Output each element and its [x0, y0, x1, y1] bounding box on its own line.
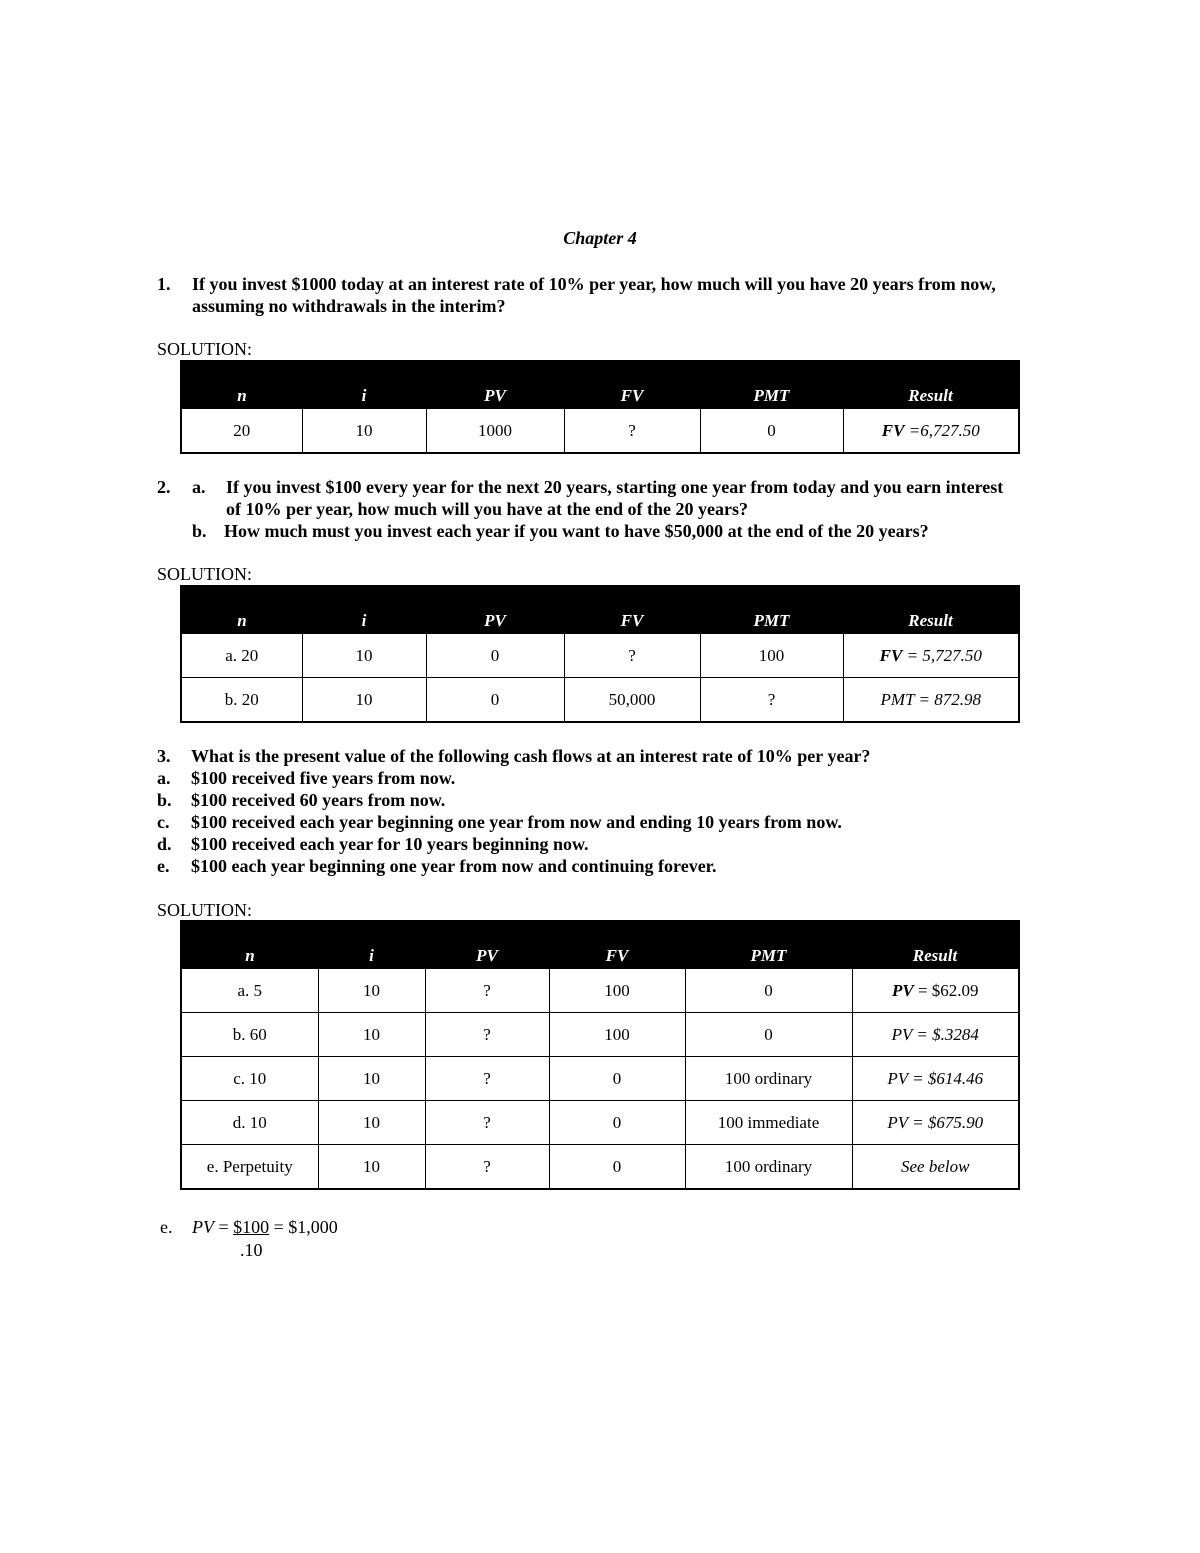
cell-i: 10	[318, 969, 425, 1013]
cell-n: b. 20	[181, 678, 302, 723]
cell-result	[843, 634, 1019, 678]
result-variable: PV	[887, 1112, 908, 1132]
cell-fv: 100	[549, 1013, 685, 1057]
solution-table-1	[180, 360, 1020, 454]
result-value: = $614.46	[907, 1068, 984, 1088]
result-variable: PV	[891, 1024, 913, 1044]
q3-item-label: a.	[157, 768, 171, 788]
q3-item-text: $100 received each year for 10 years beginning now.	[191, 834, 589, 854]
table-row	[181, 1145, 1019, 1190]
q2-a-line2: of 10% per year, how much will you have at the end of the 20 years?	[226, 499, 748, 519]
q1-text	[192, 273, 1092, 317]
cell-fv: 50,000	[564, 678, 700, 723]
cell-pmt: 0	[685, 1013, 852, 1057]
header-i: i	[302, 586, 426, 634]
q3-item-text: $100 received each year beginning one year from now and ending 10 years from now.	[191, 812, 842, 832]
result-value: = $.3284	[912, 1024, 979, 1044]
cell-pmt: 100	[700, 634, 843, 678]
page-title: Chapter 4	[563, 228, 637, 248]
cell-pv: ?	[425, 1145, 549, 1190]
cell-result	[852, 1057, 1019, 1101]
header-fv: FV	[564, 361, 700, 409]
cell-n: a. 5	[181, 969, 318, 1013]
cell-n: 20	[181, 409, 302, 454]
q1-line2: assuming no withdrawals in the interim?	[192, 296, 506, 316]
formula-denominator: .10	[240, 1240, 263, 1260]
cell-pmt: ?	[700, 678, 843, 723]
q3-item-text: $100 each year beginning one year from now and continuing forever.	[191, 856, 717, 876]
header-pv: PV	[425, 921, 549, 969]
formula-result: = $1,000	[269, 1217, 338, 1237]
result-variable: PV	[887, 1068, 908, 1088]
cell-i: 10	[302, 409, 426, 454]
q3-item-label: c.	[157, 812, 170, 832]
cell-n: e. Perpetuity	[181, 1145, 318, 1190]
q2-b-text: How much must you invest each year if you want to have $50,000 at the end of the 20 years?	[224, 521, 929, 541]
header-result: Result	[843, 361, 1019, 409]
header-result: Result	[852, 921, 1019, 969]
perpetuity-formula	[192, 1217, 338, 1238]
cell-pmt: 100 ordinary	[685, 1145, 852, 1190]
q3-item-text: $100 received five years from now.	[191, 768, 456, 788]
q2-a-line1: If you invest $100 every year for the next 20 years, starting one year from today and you earn interest	[226, 477, 1004, 497]
solution-label-1: SOLUTION:	[157, 339, 252, 359]
header-pv: PV	[426, 586, 564, 634]
result-variable: PMT	[880, 689, 915, 709]
cell-n: d. 10	[181, 1101, 318, 1145]
q2-a-label: a.	[192, 477, 206, 497]
cell-n: c. 10	[181, 1057, 318, 1101]
cell-n: a. 20	[181, 634, 302, 678]
cell-pmt: 100 ordinary	[685, 1057, 852, 1101]
result-variable: FV	[881, 420, 905, 440]
formula-lhs: PV	[192, 1217, 214, 1237]
cell-pv: ?	[425, 1013, 549, 1057]
cell-fv: 0	[549, 1057, 685, 1101]
solution-table-2	[180, 585, 1020, 723]
header-pmt: PMT	[700, 361, 843, 409]
header-pmt: PMT	[685, 921, 852, 969]
cell-result	[852, 969, 1019, 1013]
cell-result	[852, 1145, 1019, 1190]
q2-a-text	[226, 476, 1106, 520]
table-header-row	[181, 586, 1019, 634]
cell-i: 10	[318, 1101, 425, 1145]
cell-pv: ?	[425, 969, 549, 1013]
formula-label: e.	[160, 1217, 173, 1237]
cell-fv: 0	[549, 1101, 685, 1145]
header-n: n	[181, 921, 318, 969]
table-row	[181, 678, 1019, 723]
cell-n: b. 60	[181, 1013, 318, 1057]
formula-numerator: $100	[233, 1217, 270, 1237]
table-header-row	[181, 921, 1019, 969]
header-fv: FV	[564, 586, 700, 634]
cell-result	[843, 409, 1019, 454]
cell-pv: ?	[425, 1057, 549, 1101]
table-row	[181, 409, 1019, 454]
cell-result	[852, 1013, 1019, 1057]
q1-number: 1.	[157, 274, 171, 294]
cell-pmt: 0	[685, 969, 852, 1013]
header-pv: PV	[426, 361, 564, 409]
cell-pmt: 0	[700, 409, 843, 454]
list-item	[157, 811, 1117, 833]
header-i: i	[302, 361, 426, 409]
list-item	[157, 855, 1117, 877]
result-value: = $62.09	[913, 980, 979, 1000]
table-row	[181, 1101, 1019, 1145]
q2-b-label: b.	[192, 521, 207, 541]
table-row	[181, 969, 1019, 1013]
q3-item-label: e.	[157, 856, 170, 876]
header-n: n	[181, 361, 302, 409]
table-row	[181, 634, 1019, 678]
q3-intro: What is the present value of the following cash flows at an interest rate of 10% per year?	[191, 746, 871, 766]
q3-item-label: b.	[157, 790, 172, 810]
q3-item-text: $100 received 60 years from now.	[191, 790, 446, 810]
q2-number: 2.	[157, 477, 171, 497]
q3-item-label: d.	[157, 834, 172, 854]
list-item	[157, 833, 1117, 855]
header-fv: FV	[549, 921, 685, 969]
cell-fv: ?	[564, 634, 700, 678]
cell-fv: 0	[549, 1145, 685, 1190]
result-value: =6,727.50	[904, 420, 980, 440]
result-value: = 872.98	[914, 689, 981, 709]
cell-fv: ?	[564, 409, 700, 454]
q3-block	[157, 745, 1117, 877]
header-result: Result	[843, 586, 1019, 634]
header-n: n	[181, 586, 302, 634]
q3-number: 3.	[157, 746, 171, 766]
table-row	[181, 1013, 1019, 1057]
header-pmt: PMT	[700, 586, 843, 634]
q1-line1: If you invest $1000 today at an interest rate of 10% per year, how much will you have 20 years from now,	[192, 274, 996, 294]
formula-eq: =	[214, 1217, 234, 1237]
list-item	[157, 767, 1117, 789]
cell-pv: 1000	[426, 409, 564, 454]
result-value: = 5,727.50	[902, 645, 982, 665]
result-variable: See below	[901, 1156, 970, 1176]
header-i: i	[318, 921, 425, 969]
cell-result	[852, 1101, 1019, 1145]
result-value: = $675.90	[907, 1112, 984, 1132]
result-variable: FV	[879, 645, 903, 665]
cell-i: 10	[302, 678, 426, 723]
cell-result	[843, 678, 1019, 723]
cell-pv: ?	[425, 1101, 549, 1145]
cell-i: 10	[318, 1013, 425, 1057]
cell-pmt: 100 immediate	[685, 1101, 852, 1145]
cell-pv: 0	[426, 634, 564, 678]
solution-label-2: SOLUTION:	[157, 564, 252, 584]
cell-pv: 0	[426, 678, 564, 723]
solution-label-3: SOLUTION:	[157, 900, 252, 920]
cell-i: 10	[302, 634, 426, 678]
list-item	[157, 789, 1117, 811]
cell-i: 10	[318, 1145, 425, 1190]
table-header-row	[181, 361, 1019, 409]
table-row	[181, 1057, 1019, 1101]
q3-intro-line	[157, 745, 1117, 767]
cell-i: 10	[318, 1057, 425, 1101]
result-variable: PV	[891, 980, 914, 1000]
cell-fv: 100	[549, 969, 685, 1013]
solution-table-3	[180, 920, 1020, 1190]
